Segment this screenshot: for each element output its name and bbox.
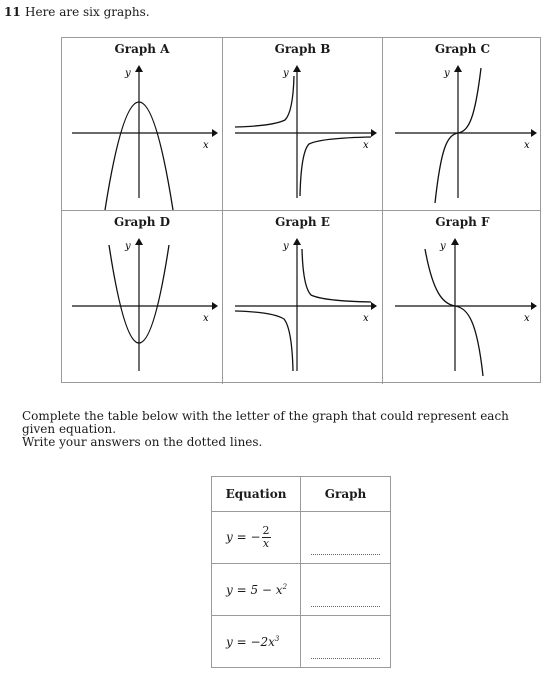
graphs-grid [61,37,541,383]
graph-e-y-label: y [283,241,289,252]
graph-a-axes [72,70,212,198]
instruction-line-2: given equation. [22,422,117,436]
equation-exponent: 3 [274,634,280,643]
graph-b-curve-right [300,137,371,196]
equation-text: y = −2x [226,634,275,649]
instruction-line-3: Write your answers on the dotted lines. [22,435,263,449]
equation-prefix: y = − [226,530,261,544]
fraction [262,525,271,550]
graph-b-panel [223,38,383,211]
answer-dotted-line[interactable] [311,554,380,555]
graph-b-x-arrow [371,129,377,137]
question-intro: Here are six graphs. [25,5,150,19]
graph-d-y-label: y [125,241,131,252]
graph-e-title: Graph E [275,215,330,229]
graph-e-curve-left [235,311,293,371]
graph-d-title: Graph D [113,215,171,229]
graph-f-y-arrow [451,238,459,245]
table-row [212,616,391,668]
parabola-down-icon [62,38,222,210]
graph-a-x-arrow [212,129,218,137]
answer-cell[interactable] [301,564,391,616]
equation-cell [212,512,301,564]
graph-a-y-arrow [135,65,143,72]
header-graph: Graph [301,477,391,512]
graph-f-axes [395,243,531,371]
answer-cell[interactable] [301,616,391,668]
table-row [212,512,391,564]
graph-f-panel [383,211,541,384]
graph-f-y-label: y [440,241,446,252]
graph-d-panel [62,211,223,384]
graph-c-axes [395,70,531,198]
graph-c-panel [383,38,541,211]
equation-exponent: 2 [282,582,288,591]
hyperbola-positive-icon [223,211,382,383]
graph-c-y-arrow [454,65,462,72]
equation-cell [212,616,301,668]
cubic-positive-icon [383,38,541,210]
header-equation: Equation [212,477,301,512]
parabola-up-icon [62,211,222,383]
graph-d-axes [72,243,212,371]
fraction-numerator: 2 [262,524,270,537]
graph-c-x-label: x [524,140,530,151]
graph-a-y-label: y [125,68,131,79]
answer-table [211,476,391,668]
graph-b-y-arrow [293,65,301,72]
answer-cell[interactable] [301,512,391,564]
graph-d-x-label: x [203,313,209,324]
graph-b-x-label: x [363,140,369,151]
graph-b-curve-left [235,76,294,127]
graph-d-y-arrow [135,238,143,245]
instruction-line-1: Complete the table below with the letter of the graph that could represent each [22,409,509,423]
graph-f-curve [425,249,483,376]
graph-c-y-label: y [444,68,450,79]
graph-c-title: Graph C [434,42,491,56]
graph-b-y-label: y [283,68,289,79]
graph-b-axes [235,70,371,198]
graph-e-y-arrow [293,238,301,245]
instructions [22,409,509,449]
graph-e-x-label: x [363,313,369,324]
equation-text: y = 5 − x [226,582,283,597]
graph-a-x-label: x [203,140,209,151]
equation-cell [212,564,301,616]
graph-e-panel [223,211,383,384]
cubic-negative-icon [383,211,541,383]
hyperbola-negative-icon [223,38,382,210]
graph-f-x-label: x [524,313,530,324]
answer-dotted-line[interactable] [311,606,380,607]
graph-c-x-arrow [531,129,537,137]
answer-dotted-line[interactable] [311,658,380,659]
graph-e-curve-right [302,249,371,302]
graph-e-x-arrow [371,302,377,310]
graph-b-title: Graph B [274,42,331,56]
graph-a-title: Graph A [114,42,170,56]
fraction-denominator: x [262,537,270,550]
question-number: 11 [4,5,21,19]
table-header-row [212,477,391,512]
graph-d-x-arrow [212,302,218,310]
graph-f-title: Graph F [435,215,490,229]
table-row [212,564,391,616]
graph-a-panel [62,38,223,211]
graph-f-x-arrow [531,302,537,310]
